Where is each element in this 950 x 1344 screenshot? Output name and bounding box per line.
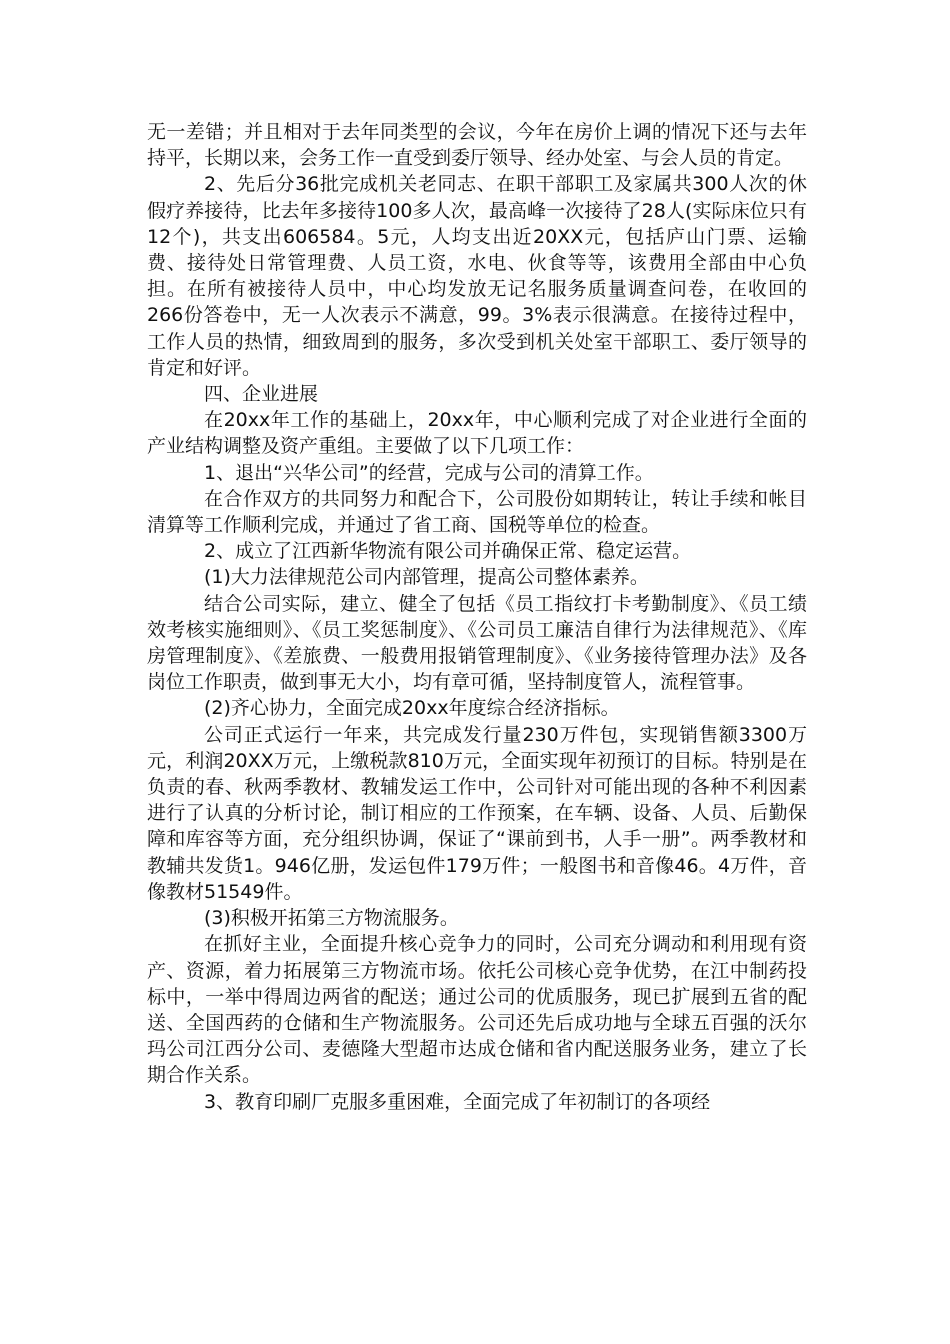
paragraph: 在抓好主业，全面提升核心竞争力的同时，公司充分调动和利用现有资产、资源，着力拓展第三方物流市场。依托公司核心竞争优势，在江中制药投标中，一举中得周边两省的配送；通过公司的优质服务，现已扩展到五省的配送、全国西药的仓储和生产物流服务。公司还先后成功地与全球五百强的沃尔玛公司江西分公司、麦德隆大型超市达成仓储和省内配送服务业务，建立了长期合作关系。 <box>147 933 807 1087</box>
paragraph: 结合公司实际，建立、健全了包括《员工指纹打卡考勤制度》、《员工绩效考核实施细则》、《员工奖惩制度》、《公司员工廉洁自律行为法律规范》、《库房管理制度》、《差旅费、一般费用报销管理制度》、《业务接待管理办法》及各岗位工作职责，做到事无大小，均有章可循，坚持制度管人，流程管事。 <box>147 592 807 694</box>
paragraph: 在20xx年工作的基础上，20xx年，中心顺利完成了对企业进行全面的产业结构调整及资产重组。主要做了以下几项工作： <box>147 409 807 458</box>
paragraph: (1)大力法律规范公司内部管理，提高公司整体素养。 <box>204 566 649 589</box>
paragraph: 1、退出“兴华公司”的经营，完成与公司的清算工作。 <box>204 461 654 484</box>
paragraph: (2)齐心协力，全面完成20xx年度综合经济指标。 <box>204 697 620 720</box>
paragraph: 在合作双方的共同努力和配合下，公司股份如期转让，转让手续和帐目清算等工作顺利完成，并通过了省工商、国税等单位的检查。 <box>147 487 807 537</box>
paragraph: 公司正式运行一年来，共完成发行量230万件包，实现销售额3300万元，利润20XX万元，上缴税款810万元，全面实现年初预订的目标。特别是在负责的春、秋两季教材、教辅发运工作中，公司针对可能出现的各种不利因素进行了认真的分析讨论，制订相应的工作预案，在车辆、设备、人员、后勤保障和库容等方面，充分组织协调，保证了“课前到书，人手一册”。两季教材和教辅共发货1。946亿册，发运包件179万件；一般图书和音像46。4万件，音像教材51549件。 <box>147 723 807 903</box>
paragraph: 2、先后分36批完成机关老同志、在职干部职工及家属共300人次的休假疗养接待，比去年多接待100多人次，最高峰一次接待了28人(实际床位只有12个)，共支出606584。5元，人均支出近20XX元，包括庐山门票、运输费、接待处日常管理费、人员工资，水电、伙食等等，该费用全部由中心负担。在所有被接待人员中，中心均发放无记名服务质量调查问卷，在收回的266份答卷中，无一人次表示不满意，99。3%表示很满意。在接待过程中，工作人员的热情，细致周到的服务，多次受到机关处室干部职工、委厅领导的肯定和好评。 <box>147 173 807 379</box>
paragraph: 无一差错；并且相对于去年同类型的会议，今年在房价上调的情况下还与去年持平，长期以来，会务工作一直受到委厅领导、经办处室、与会人员的肯定。 <box>147 121 807 170</box>
paragraph: 3、教育印刷厂克服多重困难，全面完成了年初制订的各项经 <box>204 1090 711 1113</box>
section-heading: 四、企业进展 <box>204 383 319 406</box>
paragraph: (3)积极开拓第三方物流服务。 <box>204 907 459 930</box>
paragraph: 2、成立了江西新华物流有限公司并确保正常、稳定运营。 <box>204 540 692 563</box>
document-body <box>147 119 807 1115</box>
